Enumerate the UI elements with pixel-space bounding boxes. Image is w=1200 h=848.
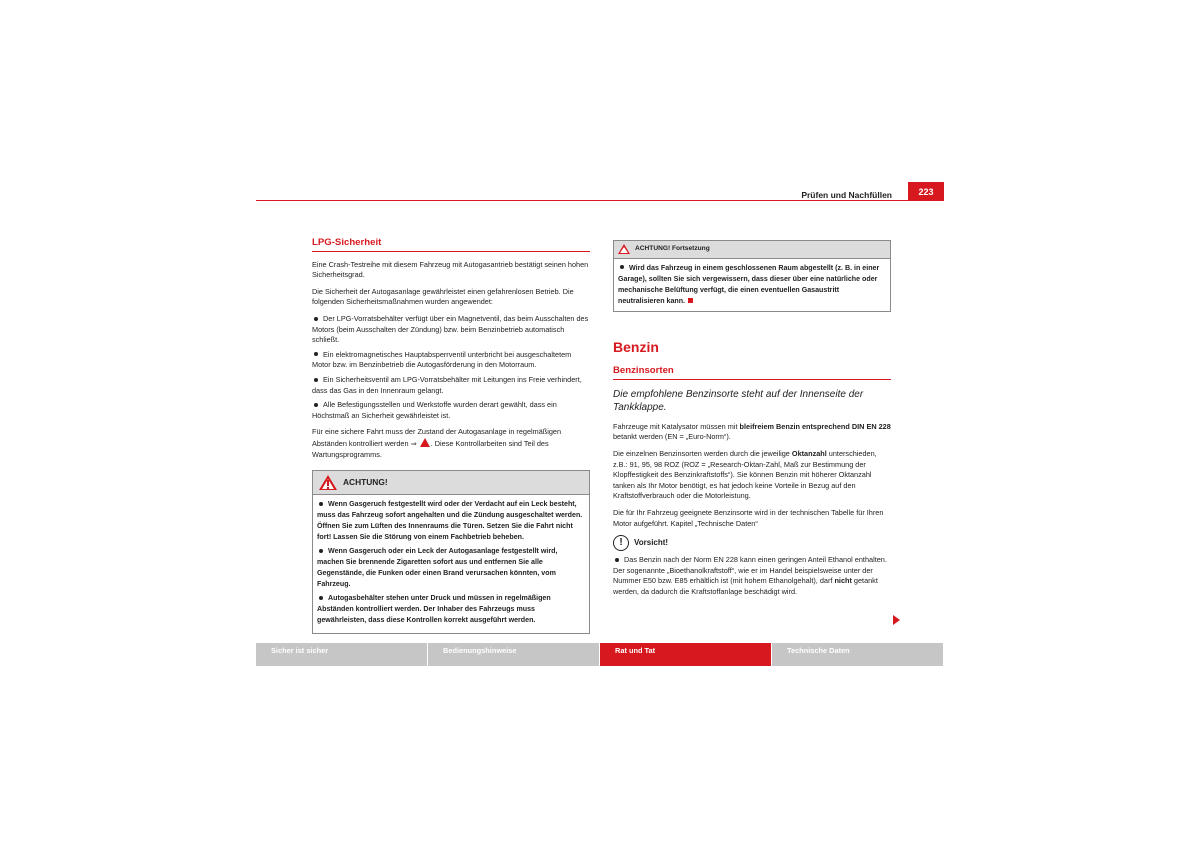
caution-header: ! Vorsicht! (613, 535, 891, 551)
bullet-icon (620, 265, 624, 269)
bullet-icon (314, 403, 318, 407)
end-marker-icon (688, 298, 693, 303)
paragraph: Eine Crash-Testreihe mit diesem Fahrzeug mit Autogasantrieb bestätigt seinen hohen Sicherheitsgrad. (312, 259, 589, 280)
paragraph: Die einzelnen Benzinsorten werden durch die jeweilige Oktanzahl unterschieden, z.B.: 91, 95, 98 ROZ (ROZ = „Research-Oktan-Zahl, Maß zur Bestimmung der Klopffestigkeit des Benzinkraftstoffs“). Sie können Benzin mit höherer Oktanzahl tanken als Ihr Motor benötigt, es hat jedoch keine Vorteile in Bezug auf den Kraftstoffverbrauch oder die Motorleistung. (613, 448, 877, 501)
warning-item: Autogasbehälter stehen unter Druck und müssen in regelmäßigen Abständen kontrolliert werden. Der Inhaber des Fahrzeugs muss gewährleisten, dass diese Kontrollen korrekt ausgeführt werden. (317, 594, 551, 625)
warning-continued-header: ACHTUNG! Fortsetzung (614, 241, 890, 259)
footer-tab-technische-daten[interactable]: Technische Daten (772, 643, 943, 666)
bullet-icon (314, 378, 318, 382)
page-number: 223 (908, 182, 944, 201)
list-item: Ein elektromagnetisches Hauptabsperrventil unterbricht bei ausgeschaltetem Motor bzw. im Benzinbetrieb die Autogasförderung in den Motorraum. (312, 349, 572, 370)
continue-arrow-icon[interactable] (893, 615, 900, 625)
list-item: Alle Befestigungsstellen und Werkstoffe wurden derart gewählt, dass ein Höchstmaß an Sicherheit gewährleistet ist. (312, 400, 557, 420)
warning-item: Wenn Gasgeruch festgestellt wird oder der Verdacht auf ein Leck besteht, muss das Fahrzeug sofort angehalten und die Zündung ausgeschaltet werden. Öffnen Sie zum Lüften des Innenraums die Türen. Setzen Sie die Fahrt nicht fort! Lassen Sie die Störung von einem Fachbetrieb beheben. (317, 500, 583, 542)
bullet-icon (319, 549, 323, 553)
left-column (312, 238, 590, 634)
paragraph-inspection: Für eine sichere Fahrt muss der Zustand der Autogasanlage in regelmäßigen Abständen kontrolliert werden ⇒ . Diese Kontrollarbeiten sind Teil des Wartungsprogramms. (312, 427, 562, 459)
running-header-title: Prüfen und Nachfüllen (801, 190, 892, 200)
footer-tab-rat-und-tat[interactable]: Rat und Tat (600, 643, 771, 666)
warning-item: Wenn Gasgeruch oder ein Leck der Autogasanlage festgestellt wird, machen Sie brennende Zigaretten sofort aus und entfernen Sie alle Gegenstände, die Funken oder einen Brand verursachen könnten, vom Fahrzeug. (317, 547, 558, 589)
bullet-icon (314, 317, 318, 321)
bullet-icon (314, 352, 318, 356)
bullet-icon (615, 558, 619, 562)
bullet-icon (319, 502, 323, 506)
header-rule (256, 200, 908, 201)
warning-triangle-icon (618, 244, 630, 254)
list-item: Der LPG-Vorratsbehälter verfügt über ein Magnetventil, das beim Ausschalten des Motors (beim Ausschalten der Zündung) bzw. beim Benzinbetrieb automatisch schließt. (312, 313, 589, 345)
warning-body (313, 495, 589, 633)
footer-tab-sicher-ist-sicher[interactable]: Sicher ist sicher (256, 643, 427, 666)
section-heading-lpg: LPG-Sicherheit (312, 238, 590, 252)
warning-box (312, 470, 590, 634)
paragraph: Die Sicherheit der Autogasanlage gewährleistet einen gefahrenlosen Betrieb. Die folgenden Sicherheitsmaßnahmen wurden angewendet: (312, 286, 574, 307)
paragraph: Die für Ihr Fahrzeug geeignete Benzinsorte wird in der technischen Tabelle für Ihren Motor aufgeführt. Kapitel „Technische Daten“ (613, 507, 884, 528)
paragraph: Fahrzeuge mit Katalysator müssen mit bleifreiem Benzin entsprechend DIN EN 228 betankt werden (EN = „Euro-Norm“). (613, 421, 891, 442)
bullet-icon (319, 596, 323, 600)
caution-text: Das Benzin nach der Norm EN 228 kann einen geringen Anteil Ethanol enthalten. Der sogenannte „Bioethanolkraftstoff“, wie er im Handel beispielsweise unter der Nummer E50 bzw. E85 erhältlich ist (mit hohem Ethanolgehalt), darf nicht getankt werden, da dadurch die Kraftstoffanlage beschädigt wird. (613, 555, 887, 596)
warning-item: Wird das Fahrzeug in einem geschlossenen Raum abgestellt (z. B. in einer Garage), sollten Sie sich vergewissern, dass dieser über eine natürliche oder mechanische Belüftung verfügt, die einen eventuellen Gasaustritt neutralisieren kann. (618, 263, 880, 305)
exclamation-circle-icon: ! (613, 535, 629, 551)
warning-reference-icon[interactable] (420, 438, 430, 447)
footer-tab-bedienungshinweise[interactable]: Bedienungshinweise (428, 643, 599, 666)
warning-header: ACHTUNG! (313, 471, 589, 495)
lead-text: Die empfohlene Benzinsorte steht auf der Innenseite der Tankklappe. (613, 388, 864, 413)
warning-triangle-icon (319, 475, 337, 490)
right-column (613, 240, 891, 604)
warning-continued-box (613, 240, 891, 312)
warning-continued-body (614, 259, 890, 311)
list-item: Ein Sicherheitsventil am LPG-Vorratsbehälter mit Leitungen ins Freie verhindert, dass das Gas in den Innenraum gelangt. (312, 374, 582, 395)
footer-navigation (256, 643, 944, 666)
section-heading-benzinsorten: Benzinsorten (613, 366, 891, 380)
chapter-title-benzin: Benzin (613, 338, 659, 355)
